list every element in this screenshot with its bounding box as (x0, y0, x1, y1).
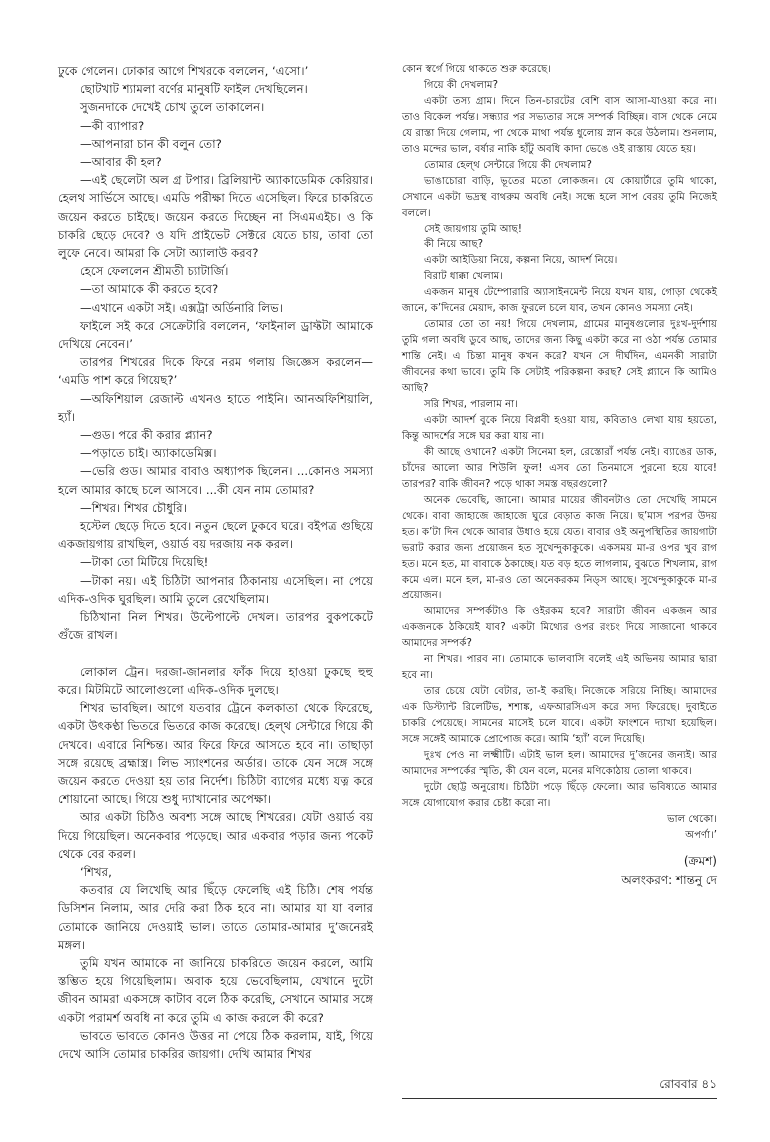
paragraph: সরি শিখর, পারলাম না। (424, 399, 518, 411)
paragraph: —আপনারা চান কী বলুন তো? (80, 136, 222, 151)
paragraph: কী আছে ওখানে? একটা সিনেমা হল, রেস্তোরাঁ পর্যন্ত নেই। ব্যাঙের ডাক, চাঁদের আলো আর শিউলি ফুল! এসব তো তিনমাসে পুরনো হয়ে যাবে! তারপর? বাকি জীবন? পড়ে থাকা সমস্ত বছরগুলো? (402, 446, 717, 490)
paragraph: —পড়াতে চাই। অ্যাকাডেমিক্স। (80, 446, 217, 461)
paragraph: হস্টেল ছেড়ে দিতে হবে। নতুন ছেলে ঢুকবে ঘরে। বইপত্র গুছিয়ে একজায়গায় রাখছিল, ওয়ার্ড বয় দরজায় নক করল। (58, 519, 373, 552)
paragraph: তারপর শিখরের দিকে ফিরে নরম গলায় জিজ্ঞেস করলেন— ‘এমডি পাশ করে গিয়েছ?’ (58, 355, 373, 388)
paragraph: দুটো ছোট্ট অনুরোধ। চিঠিটা পড়ে ছিঁড়ে ফেলো। আর ভবিষ্যতে আমার সঙ্গে যোগাযোগ করার চেষ্টা করো না। (402, 781, 717, 809)
paragraph: চিঠিখানা নিল শিখর। উল্টেপাল্টে দেখল। তারপর বুকপকেটে গুঁজে রাখল। (58, 610, 373, 643)
paragraph: শিখর ভাবছিল। আগে যতবার ট্রেনে কলকাতা থেকে ফিরেছে, একটা উৎকণ্ঠা ভিতরে ভিতরে কাজ করেছে। হেল্থ সেন্টারে গিয়ে কী দেখবে। এবারে নিশ্চিন্ত। আর ফিরে ফিরে আসতে হবে না। তাছাড়া সঙ্গে রয়েছে ব্রহ্মাস্ত্র। লিভ স্যাংশনের অর্ডার। তাকে যেন সঙ্গে সঙ্গে জয়েন করতে দেওয়া হয় তার নির্দেশ। চিঠিটা ব্যাগের মধ্যে যত্ন করে শোয়ানো আছে। গিয়ে শুধু দ্যাখানোর অপেক্ষা। (58, 701, 373, 807)
paragraph: তার চেয়ে যেটা বেটার, তা-ই করছি। নিজেকে সরিয়ে নিচ্ছি। আমাদের এক ডিস্ট্যান্ট রিলেটিভ, শশাঙ্ক, এফআরসিএস করে সদ্য ফিরেছে। দুবাইতে চাকরি পেয়েছে। সামনের মাসেই চলে যাবে। একটা ফাংশনে দ্যাখা হয়েছিল। সঙ্গে সঙ্গেই আমাকে প্রোপোজ করে। আমি ‘হ্যাঁ’ বলে দিয়েছি। (402, 686, 717, 746)
paragraph: না শিখর। পারব না। তোমাকে ভালবাসি বলেই এই অভিনয় আমার দ্বারা হবে না। (402, 654, 717, 682)
story-credits (402, 852, 717, 890)
paragraph: —অফিশিয়াল রেজাল্ট এখনও হাতে পাইনি। আনঅফিশিয়ালি, হ্যাঁ। (58, 391, 373, 424)
illustration-credit: অলংকরণ: শান্তনু দে (621, 873, 717, 887)
paragraph: ভাবতে ভাবতে কোনও উত্তর না পেয়ে ঠিক করলাম, যাই, গিয়ে দেখে আসি তোমার চাকরির জায়গা। দেখি আমার শিখর (58, 1028, 373, 1061)
paragraph: সুজনদাকে দেখেই চোখ তুলে তাকালেন। (80, 100, 265, 115)
paragraph: —তা আমাকে কী করতে হবে? (80, 282, 219, 297)
paragraph: কতবার যে লিখেছি আর ছিঁড়ে ফেলেছি এই চিঠি। শেষ পর্যন্ত ডিসিশন নিলাম, আর দেরি করা ঠিক হবে না। আমার যা যা বলার তোমাকে জানিয়ে দেওয়াই ভাল। তাতে তোমার-আমার দু’জনেরই মঙ্গল। (58, 883, 373, 952)
paragraph: —কী ব্যাপার? (80, 118, 145, 133)
paragraph: লোকাল ট্রেন। দরজা-জানলার ফাঁক দিয়ে হাওয়া ঢুকছে হুহু করে। মিটমিটে আলোগুলো এদিক-ওদিক দুলছে। (58, 664, 373, 697)
paragraph: বিরাট ধাক্কা খেলাম। (424, 271, 503, 283)
paragraph: —ভেরি গুড। আমার বাবাও অধ্যাপক ছিলেন। ...কোনও সমস্যা হলে আমার কাছে চলে আসবে। ...কী যেন নাম তোমার? (58, 464, 373, 497)
paragraph: —গুড। পরে কী করার প্ল্যান? (80, 428, 213, 443)
paragraph: —এই ছেলেটা অল গ্র টপার। ব্রিলিয়ান্ট অ্যাকাডেমিক কেরিয়ার। হেলথ সার্ভিসে আছে। এমডি পরীক্ষা দিতে এসেছিল। ফিরে চাকরিতে জয়েন করতে চাইছে। জয়েন করতে দিচ্ছেন না সিএমএইচ। ও কি চাকরি ছেড়ে দেবে? ও যদি প্রাইভেট সেক্টরে যেতে চায়, তাবা তো লুফে নেবে। আমরা কি সেটা অ্যালাউ করব? (58, 173, 373, 261)
right-text-column (402, 62, 717, 844)
paragraph: —এখানে একটা সই। এক্সট্রা অর্ডিনারি লিভ। (80, 300, 284, 315)
page-number-label: রোববার ৪১ (659, 1077, 717, 1091)
paragraph: হেসে ফেললেন শ্রীমতী চ্যাটার্জি। (80, 264, 229, 279)
paragraph: অনেক ভেবেছি, জানো। আমার মায়ের জীবনটাও তো দেখেছি সামনে থেকে। বাবা জাহাজে জাহাজে ঘুরে বেড়াত কাজ নিয়ে। ছ’মাস পরপর উদয় হত। ক’টা দিন থেকে আবার উধাও হয়ে যেত। বাবার ওই অনুপস্থিতির জায়গাটা ভরাট করার জন্য প্রয়োজন হত সুখেন্দুকাকুকে। একসময় মা-র ওপর খুব রাগ হত। মনে হত, মা বাবাকে ঠকাচ্ছে। যত বড় হতে লাগলাম, বুঝতে শিখলাম, রাগ কমে এল। মনে হল, মা-রও তো অনেকরকম নিড্স আছে। সুখেন্দুকাকুকে মা-র প্রয়োজন। (402, 494, 717, 602)
paragraph: অপর্ণা।’ (685, 829, 717, 841)
paragraph: আর একটা চিঠিও অবশ্য সঙ্গে আছে শিখরের। যেটা ওয়ার্ড বয় দিয়ে গিয়েছিল। অনেকবার পড়েছে। আর একবার পড়ার জন্য পকেট থেকে বের করল। (58, 810, 373, 861)
paragraph: —টাকা তো মিটিয়ে দিয়েছি! (80, 555, 209, 570)
paragraph: তোমার হেল্থ সেন্টারে গিয়ে কী দেখলাম? (424, 159, 592, 171)
paragraph: ভাঙাচোরা বাড়ি, ভূতের মতো লোকজন। যে কোয়ার্টারে তুমি থাকো, সেখানে একটা ভদ্রস্থ বাথরুম অবধি নেই। সন্ধে হলে সাপ বেরয় তুমি নিজেই বললে। (402, 175, 717, 219)
paragraph: ঢুকে গেলেন। ঢোকার আগে শিখরকে বললেন, ‘এসো।’ (58, 64, 309, 78)
paragraph: ভাল থেকো। (667, 813, 717, 825)
paragraph: তুমি যখন আমাকে না জানিয়ে চাকরিতে জয়েন করলে, আমি স্তম্ভিত হয়ে গিয়েছিলাম। অবাক হয়ে ভেবেছিলাম, যেখানে দুটো জীবন আমরা একসঙ্গে কাটাব বলে ঠিক করেছি, সেখানে আমার সঙ্গে একটা পরামর্শ অবধি না করে তুমি এ কাজ করলে কী করে? (58, 955, 373, 1025)
paragraph: কোন স্বর্গে গিয়ে থাকতে শুরু করেছে। (402, 64, 551, 75)
paragraph: —শিখর। শিখর চৌধুরি। (80, 500, 187, 515)
paragraph: কী নিয়ে আছ? (424, 239, 484, 251)
paragraph: একটা আদর্শ বুকে নিয়ে বিপ্লবী হওয়া যায়, কবিতাও লেখা যায় হয়তো, কিন্তু আদর্শের সঙ্গে ঘর করা যায় না। (402, 414, 717, 442)
paragraph: তোমার তো তা নয়! গিয়ে দেখলাম, গ্রামের মানুষগুলোর দুঃখ-দুর্দশায় তুমি গলা অবধি ডুবে আছ, তাদের জন্য কিছু একটা করে না ওঠা পর্যন্ত তোমার শান্তি নেই। এ চিন্তা মানুষ কখন করে? যখন সে দীর্ঘদিন, এমনকী সারাটা জীবনের কথা ভাবে। তুমি কি সেটাই পরিকল্পনা করছ? সেই প্ল্যানে কি আমিও আছি? (402, 319, 717, 395)
paragraph: ফাইলে সই করে সেক্রেটারি বললেন, ‘ফাইনাল ড্রাফ্টটা আমাকে দেখিয়ে নেবেন।’ (58, 318, 373, 352)
footer-divider (402, 1098, 717, 1099)
paragraph: একজন মানুষ টেম্পোরারি অ্যাসাইনমেন্ট নিয়ে যখন যায়, গোড়া থেকেই জানে, ক’দিনের মেয়াদ, কাজ ফুরলে চলে যাব, তখন কোনও সমস্যা নেই। (402, 287, 717, 315)
paragraph: সেই জায়গায় তুমি আছ! (424, 223, 522, 235)
paragraph: ‘শিখর, (80, 864, 112, 879)
paragraph: —আবার কী হল? (80, 155, 162, 170)
paragraph: একটা আইডিয়া নিয়ে, কল্পনা নিয়ে, আদর্শ নিয়ে। (424, 255, 618, 267)
paragraph: আমাদের সম্পর্কটাও কি ওইরকম হবে? সারাটা জীবন একজন আর একজনকে ঠকিয়েই যাব? একটা মিথ্যের ওপর রংচং দিয়ে সাজানো থাকবে আমাদের সম্পর্ক? (402, 606, 717, 650)
continued-marker: (ক্রমশ) (683, 854, 717, 868)
paragraph: দুঃখ পেও না লক্ষ্মীটি। এটাই ভাল হল। আমাদের দু’জনের জন্যই। আর আমাদের সম্পর্কের স্মৃতি, কী যেন বলে, মনের মণিকোঠায় তোলা থাকবে। (402, 749, 717, 777)
page-footer (402, 1076, 717, 1096)
left-text-column (58, 62, 373, 1063)
paragraph: ছোটখাট শ্যামলা বর্ণের মানুষটি ফাইল দেখছিলেন। (80, 82, 308, 97)
paragraph: গিয়ে কী দেখলাম? (424, 79, 498, 91)
paragraph: একটা তস্য গ্রাম। দিনে তিন-চারটের বেশি বাস আসা-যাওয়া করে না। তাও বিকেল পর্যন্ত। সন্ধ্যার পর সভ্যতার সঙ্গে সম্পর্ক বিচ্ছিন্ন। বাস থেকে নেমে যে রাস্তা দিয়ে গেলাম, পা থেকে মাথা পর্যন্ত ধুলোয় স্নান করে উঠলাম। শুনলাম, তাও মন্দের ভাল, বর্ষার নাকি হাঁটু অবধি কাদা ভেঙে ওই রাস্তায় যেতে হয়। (402, 95, 717, 155)
paragraph: —টাকা নয়। এই চিঠিটা আপনার ঠিকানায় এসেছিল। না পেয়ে এদিক-ওদিক ঘুরছিল। আমি তুলে রেখেছিলাম। (58, 573, 373, 606)
